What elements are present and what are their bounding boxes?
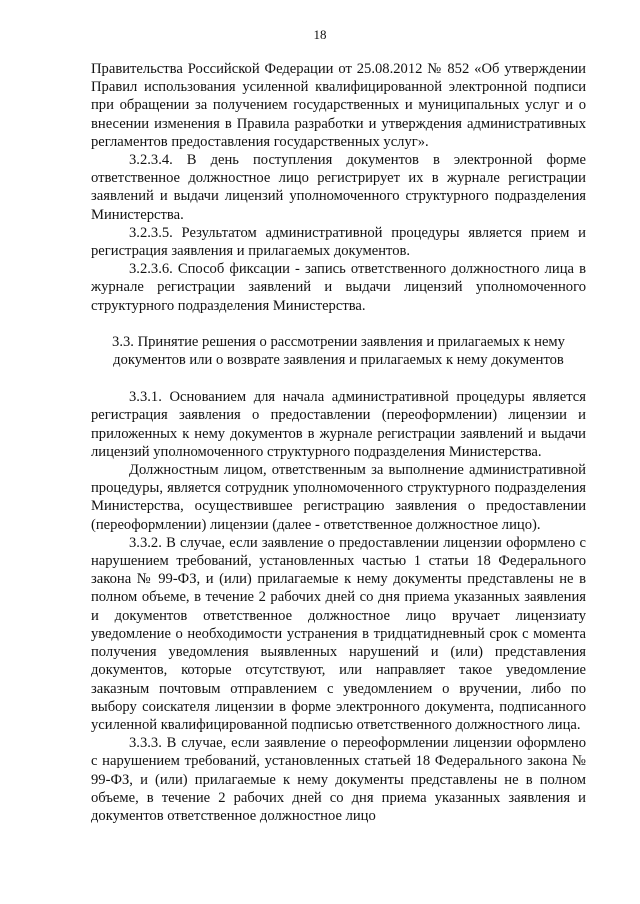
paragraph-3-3-3: 3.3.3. В случае, если заявление о переоформлении лицензии оформлено с нарушением требований, установленных статьей 18 Федерального закона № 99-ФЗ, и (или) прилагаемые к нему документы представлены не в полном объеме, в течение 2 рабочих дней со дня приема указанных заявления и документов ответственное должностное лицо xyxy=(91,735,586,824)
paragraph-3-2-3-5: 3.2.3.5. Результатом административной процедуры является прием и регистрация заявления и прилагаемых документов. xyxy=(91,224,586,260)
section-heading-3-3: 3.3. Принятие решения о рассмотрении заявления и прилагаемых к нему документов или о возврате заявления и прилагаемых к нему документов xyxy=(112,333,565,369)
document-body xyxy=(91,60,586,825)
paragraph-responsible-official: Должностным лицом, ответственным за выполнение административной процедуры, является сотрудник уполномоченного структурного подразделения Министерства, осуществившее регистрацию заявления о предоставлении (переоформлении) лицензии (далее - ответственное должностное лицо). xyxy=(91,462,586,533)
paragraph-3-3-2: 3.3.2. В случае, если заявление о предоставлении лицензии оформлено с нарушением требований, установленных частью 1 статьи 18 Федерального закона № 99-ФЗ, и (или) прилагаемые к нему документы представлены не в полном объеме, в течение 2 рабочих дней со дня приема указанных заявления и документов ответственное должностное лицо вручает лицензиату уведомление о необходимости устранения в тридцатидневный срок с момента получения уведомления выявленных нарушений и (или) представления документов, которые отсутствуют, или направляет такое уведомление заказным почтовым отправлением с уведомлением о вручении, либо по выбору соискателя лицензии в форме электронного документа, подписанного усиленной квалифицированной подписью ответственного должностного лица. xyxy=(91,534,586,733)
paragraph-3-2-3-4: 3.2.3.4. В день поступления документов в электронной форме ответственное должностное лицо регистрирует их в журнале регистрации заявлений и выдачи лицензий уполномоченного структурного подразделения Министерства. xyxy=(91,152,586,223)
paragraph-3-3-1: 3.3.1. Основанием для начала административной процедуры является регистрация заявления о предоставлении (переоформлении) лицензии и приложенных к нему документов в журнале регистрации заявлений и выдачи лицензий уполномоченного структурного подразделения Министерства. xyxy=(91,389,586,460)
paragraph-continuation: Правительства Российской Федерации от 25.08.2012 № 852 «Об утверждении Правил использования усиленной квалифицированной электронной подписи при обращении за получением государственных и муниципальных услуг и о внесении изменения в Правила разработки и утверждения административных регламентов предоставления государственных услуг». xyxy=(91,61,586,150)
page-number: 18 xyxy=(313,27,327,42)
paragraph-3-2-3-6: 3.2.3.6. Способ фиксации - запись ответственного должностного лица в журнале регистрации заявлений и выдачи лицензий уполномоченного структурного подразделения Министерства. xyxy=(91,261,586,314)
